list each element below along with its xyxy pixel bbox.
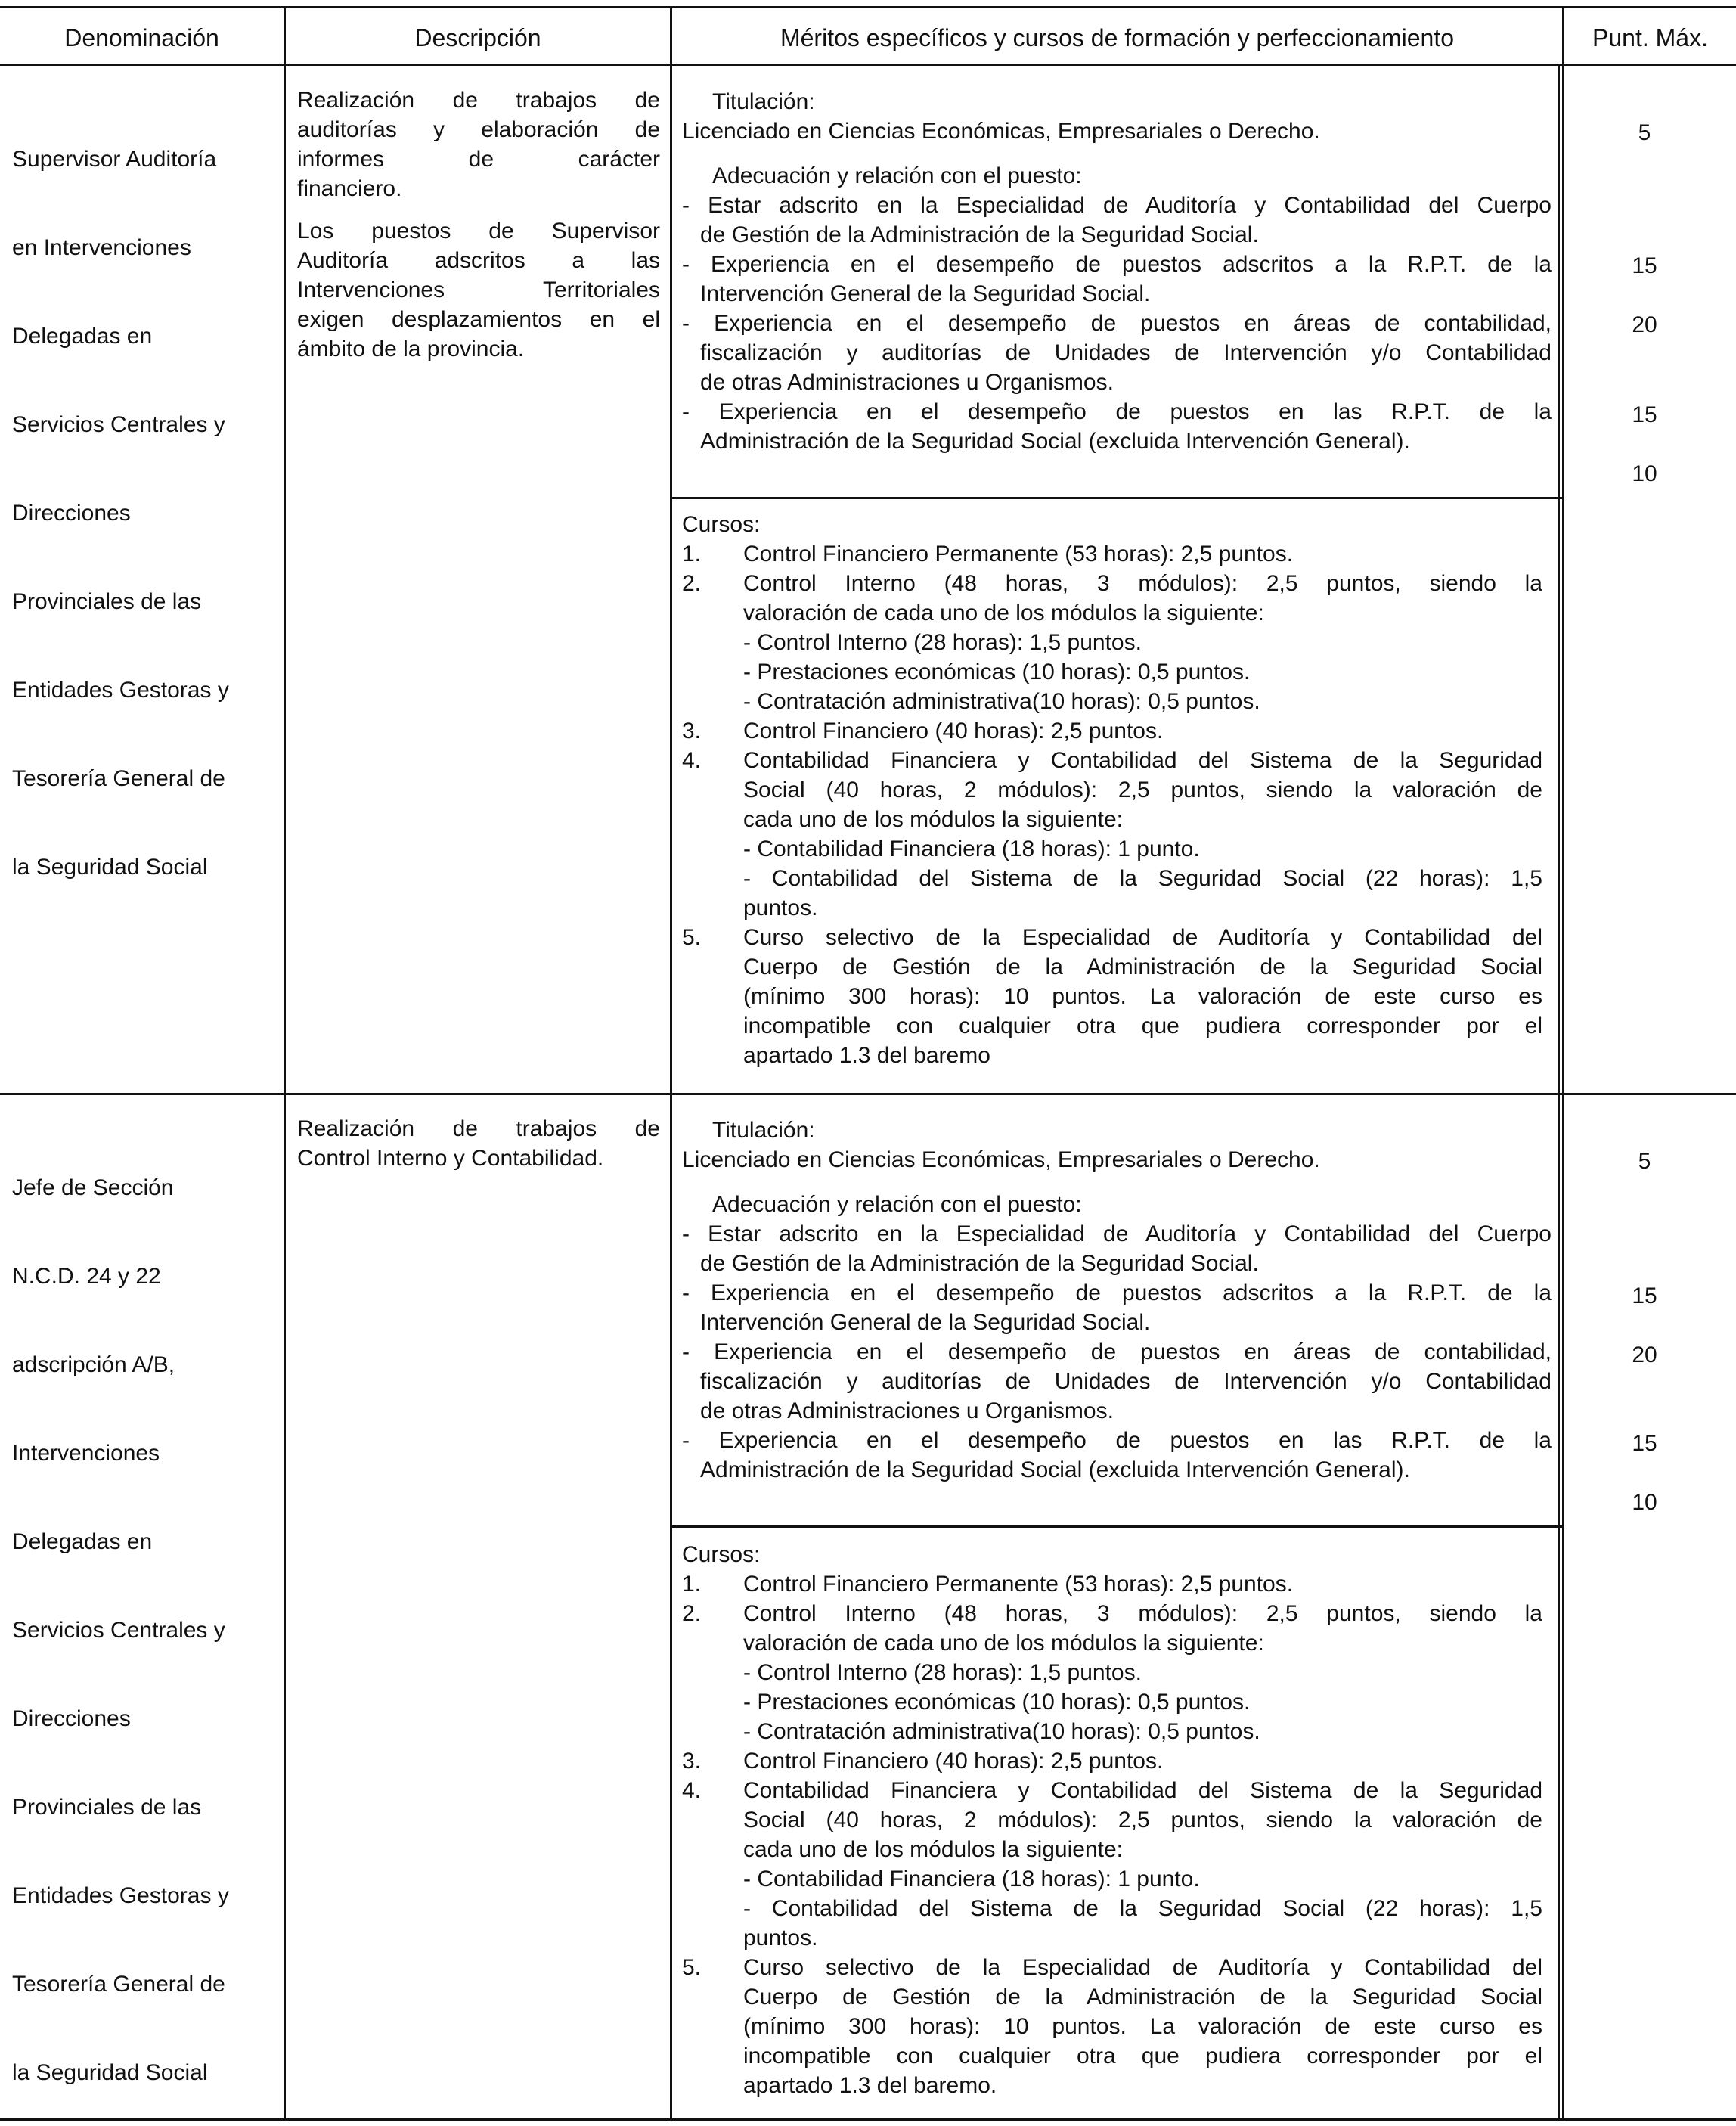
curso-line: cada uno de los módulos la siguiente: — [743, 1837, 1124, 1862]
curso-line: - Contabilidad Financiera (18 horas): 1 punto. — [743, 836, 1200, 861]
merito-line: Administración de la Seguridad Social (excluida Intervención General). — [700, 429, 1410, 454]
descripcion-line: ámbito de la provincia. — [297, 337, 525, 362]
descripcion-line: Auditoría adscritos a las — [297, 248, 660, 273]
curso-line: - Contabilidad del Sistema de la Seguridad Social (22 horas): 1,5 — [743, 866, 1542, 891]
row1-curso-2 — [682, 569, 1542, 716]
denominacion-line: Direcciones — [12, 501, 131, 526]
descripcion-line: Realización de trabajos de — [297, 88, 660, 113]
titulacion-text: Licenciado en Ciencias Económicas, Empresariales o Derecho. — [682, 119, 1320, 144]
row1-cursos-label: Cursos: — [682, 512, 761, 537]
curso-line: valoración de cada uno de los módulos la siguiente: — [743, 1631, 1264, 1656]
descripcion-line: informes de carácter — [297, 147, 660, 172]
curso-line: valoración de cada uno de los módulos la siguiente: — [743, 601, 1264, 625]
denominacion-line: Entidades Gestoras y — [12, 678, 229, 703]
header-puntuacion: Punt. Máx. — [1592, 24, 1708, 51]
curso-line: apartado 1.3 del baremo. — [743, 2073, 997, 2098]
merito-line: - Experiencia en el desempeño de puestos en las R.P.T. de la — [682, 399, 1552, 424]
curso-line: - Prestaciones económicas (10 horas): 0,5 puntos. — [743, 1690, 1251, 1715]
row2-titulacion — [682, 1116, 1552, 1485]
row1-punto-titulacion: 5 — [1638, 120, 1651, 145]
header-descripcion: Descripción — [414, 24, 541, 51]
row2-punto-titulacion: 5 — [1638, 1149, 1651, 1174]
merito-line: - Experiencia en el desempeño de puestos en áreas de contabilidad, — [682, 311, 1552, 336]
denominacion-line: Entidades Gestoras y — [12, 1883, 229, 1908]
curso-line: (mínimo 300 horas): 10 puntos. La valoración de este curso es — [743, 2014, 1542, 2039]
curso-line: incompatible con cualquier otra que pudiera corresponder por el — [743, 2044, 1542, 2069]
row2-curso-4 — [682, 1776, 1542, 1953]
denominacion-line: Provinciales de las — [12, 1795, 202, 1820]
merito-line: de Gestión de la Administración de la Seguridad Social. — [700, 222, 1259, 247]
header-denominacion: Denominación — [64, 24, 219, 51]
row2-punto-merito: 20 — [1632, 1342, 1657, 1367]
denominacion-line: Intervenciones — [12, 1441, 160, 1466]
table-top-border — [0, 6, 1736, 8]
curso-line: Social (40 horas, 2 módulos): 2,5 puntos, siendo la valoración de — [743, 1808, 1542, 1833]
merito-line: fiscalización y auditorías de Unidades de Intervención y/o Contabilidad — [700, 340, 1552, 365]
curso-line: Contabilidad Financiera y Contabilidad del Sistema de la Seguridad — [743, 1778, 1542, 1803]
row1-denominacion — [12, 85, 229, 911]
curso-line: puntos. — [743, 1926, 818, 1951]
col-divider-3 — [1562, 6, 1564, 2121]
curso-line: - Contratación administrativa(10 horas): 0,5 puntos. — [743, 689, 1260, 714]
descripcion-line: Realización de trabajos de — [297, 1116, 660, 1141]
denominacion-line: Tesorería General de — [12, 1972, 225, 1997]
meritos-box-left-1 — [670, 64, 672, 1093]
spacer — [682, 146, 1552, 161]
row2-descripcion — [297, 1114, 660, 1173]
row1-curso-3 — [682, 716, 1542, 746]
row2-curso-1 — [682, 1569, 1542, 1599]
descripcion-line: Control Interno y Contabilidad. — [297, 1146, 604, 1171]
adecuacion-label: Adecuación y relación con el puesto: — [712, 1192, 1082, 1217]
merito-line: de Gestión de la Administración de la Seguridad Social. — [700, 1251, 1259, 1276]
merito-line: - Experiencia en el desempeño de puestos en áreas de contabilidad, — [682, 1339, 1552, 1364]
row1-punto-merito: 10 — [1632, 461, 1657, 486]
row1-punto-merito: 15 — [1632, 253, 1657, 278]
curso-line: Curso selectivo de la Especialidad de Auditoría y Contabilidad del — [743, 1955, 1542, 1980]
row2-punto-merito: 15 — [1632, 1283, 1657, 1308]
row1-descripcion — [297, 85, 660, 364]
meritos-subdivider-2 — [670, 1525, 1562, 1528]
merito-line: Intervención General de la Seguridad Social. — [700, 1310, 1151, 1335]
curso-number: 3. — [682, 718, 702, 743]
row1-curso-1 — [682, 539, 1542, 569]
curso-line: Curso selectivo de la Especialidad de Auditoría y Contabilidad del — [743, 925, 1542, 950]
row1-curso-5 — [682, 923, 1542, 1070]
merito-line: - Experiencia en el desempeño de puestos adscritos a la R.P.T. de la — [682, 1280, 1552, 1305]
descripcion-line: auditorías y elaboración de — [297, 117, 660, 142]
header-bottom-border — [0, 64, 1736, 66]
denominacion-line: Delegadas en — [12, 1529, 153, 1554]
merito-line: de otras Administraciones u Organismos. — [700, 370, 1114, 395]
spacer — [682, 1175, 1552, 1190]
denominacion-line: Supervisor Auditoría — [12, 147, 217, 172]
denominacion-line: la Seguridad Social — [12, 855, 208, 880]
curso-number: 5. — [682, 925, 702, 950]
meritos-box-right-1 — [1558, 64, 1560, 1093]
row2-curso-2 — [682, 1599, 1542, 1746]
curso-number: 2. — [682, 1601, 702, 1626]
curso-line: Control Financiero (40 horas): 2,5 puntos. — [743, 718, 1164, 743]
curso-line: Control Financiero Permanente (53 horas): 2,5 puntos. — [743, 542, 1294, 566]
curso-line: incompatible con cualquier otra que pudiera corresponder por el — [743, 1013, 1542, 1038]
curso-line: Cuerpo de Gestión de la Administración de la Seguridad Social — [743, 954, 1542, 979]
curso-line: - Prestaciones económicas (10 horas): 0,5 puntos. — [743, 660, 1251, 684]
curso-number: 2. — [682, 571, 702, 596]
header-meritos: Méritos específicos y cursos de formación y perfeccionamiento — [780, 24, 1455, 51]
titulacion-text: Licenciado en Ciencias Económicas, Empresariales o Derecho. — [682, 1147, 1320, 1172]
curso-line: Control Interno (48 horas, 3 módulos): 2,5 puntos, siendo la — [743, 571, 1542, 596]
curso-line: apartado 1.3 del baremo — [743, 1043, 990, 1068]
row2-denominacion — [12, 1114, 229, 2117]
descripcion-line: Los puestos de Supervisor — [297, 219, 660, 244]
curso-line: - Control Interno (28 horas): 1,5 puntos. — [743, 1660, 1142, 1685]
curso-number: 4. — [682, 748, 702, 773]
merito-line: Intervención General de la Seguridad Social. — [700, 281, 1151, 306]
curso-line: (mínimo 300 horas): 10 puntos. La valoración de este curso es — [743, 984, 1542, 1009]
descripcion-line: Intervenciones Territoriales — [297, 278, 660, 303]
curso-line: puntos. — [743, 895, 818, 920]
row2-curso-5 — [682, 1953, 1542, 2100]
curso-number: 1. — [682, 542, 702, 566]
denominacion-line: Direcciones — [12, 1706, 131, 1731]
col-divider-1 — [284, 6, 286, 2121]
meritos-subdivider-1 — [670, 497, 1562, 499]
denominacion-line: adscripción A/B, — [12, 1352, 175, 1377]
denominacion-line: la Seguridad Social — [12, 2060, 208, 2085]
merito-line: - Estar adscrito en la Especialidad de Auditoría y Contabilidad del Cuerpo — [682, 1221, 1552, 1246]
titulacion-label: Titulación: — [712, 89, 815, 114]
table-bottom-border — [0, 2118, 1736, 2121]
row1-punto-merito: 20 — [1632, 312, 1657, 337]
merito-line: Administración de la Seguridad Social (excluida Intervención General). — [700, 1457, 1410, 1482]
row-divider — [0, 1093, 1736, 1095]
curso-number: 4. — [682, 1778, 702, 1803]
curso-line: Control Financiero (40 horas): 2,5 puntos. — [743, 1749, 1164, 1774]
denominacion-line: Servicios Centrales y — [12, 412, 225, 437]
curso-line: Social (40 horas, 2 módulos): 2,5 puntos, siendo la valoración de — [743, 777, 1542, 802]
curso-line: cada uno de los módulos la siguiente: — [743, 807, 1124, 832]
merito-line: de otras Administraciones u Organismos. — [700, 1398, 1114, 1423]
merito-line: - Experiencia en el desempeño de puestos adscritos a la R.P.T. de la — [682, 252, 1552, 277]
denominacion-line: Servicios Centrales y — [12, 1618, 225, 1643]
row1-titulacion — [682, 87, 1552, 456]
curso-number: 1. — [682, 1572, 702, 1597]
meritos-box-right-2 — [1558, 1093, 1560, 2118]
merito-line: - Estar adscrito en la Especialidad de Auditoría y Contabilidad del Cuerpo — [682, 193, 1552, 218]
titulacion-label: Titulación: — [712, 1118, 815, 1143]
curso-line: - Contratación administrativa(10 horas): 0,5 puntos. — [743, 1719, 1260, 1744]
merito-line: fiscalización y auditorías de Unidades de Intervención y/o Contabilidad — [700, 1369, 1552, 1394]
curso-number: 5. — [682, 1955, 702, 1980]
curso-line: Cuerpo de Gestión de la Administración de la Seguridad Social — [743, 1985, 1542, 2010]
adecuacion-label: Adecuación y relación con el puesto: — [712, 163, 1082, 188]
descripcion-line: financiero. — [297, 176, 402, 201]
denominacion-line: Delegadas en — [12, 324, 153, 349]
denominacion-line: en Intervenciones — [12, 235, 191, 260]
descripcion-spacer — [297, 203, 660, 216]
curso-line: - Contabilidad Financiera (18 horas): 1 punto. — [743, 1867, 1200, 1892]
denominacion-line: Jefe de Sección — [12, 1175, 174, 1200]
denominacion-line: Provinciales de las — [12, 589, 202, 614]
row2-punto-merito: 10 — [1632, 1490, 1657, 1515]
denominacion-line: N.C.D. 24 y 22 — [12, 1264, 161, 1289]
curso-line: - Control Interno (28 horas): 1,5 puntos. — [743, 630, 1142, 655]
descripcion-line: exigen desplazamientos en el — [297, 307, 660, 332]
curso-line: Contabilidad Financiera y Contabilidad del Sistema de la Seguridad — [743, 748, 1542, 773]
curso-line: - Contabilidad del Sistema de la Seguridad Social (22 horas): 1,5 — [743, 1896, 1542, 1921]
curso-number: 3. — [682, 1749, 702, 1774]
curso-line: Control Interno (48 horas, 3 módulos): 2,5 puntos, siendo la — [743, 1601, 1542, 1626]
row2-punto-merito: 15 — [1632, 1431, 1657, 1456]
merito-line: - Experiencia en el desempeño de puestos en las R.P.T. de la — [682, 1428, 1552, 1453]
row2-curso-3 — [682, 1746, 1542, 1776]
row1-curso-4 — [682, 746, 1542, 923]
curso-line: Control Financiero Permanente (53 horas): 2,5 puntos. — [743, 1572, 1294, 1597]
denominacion-line: Tesorería General de — [12, 766, 225, 791]
row2-cursos-label: Cursos: — [682, 1542, 761, 1567]
row1-punto-merito: 15 — [1632, 402, 1657, 427]
